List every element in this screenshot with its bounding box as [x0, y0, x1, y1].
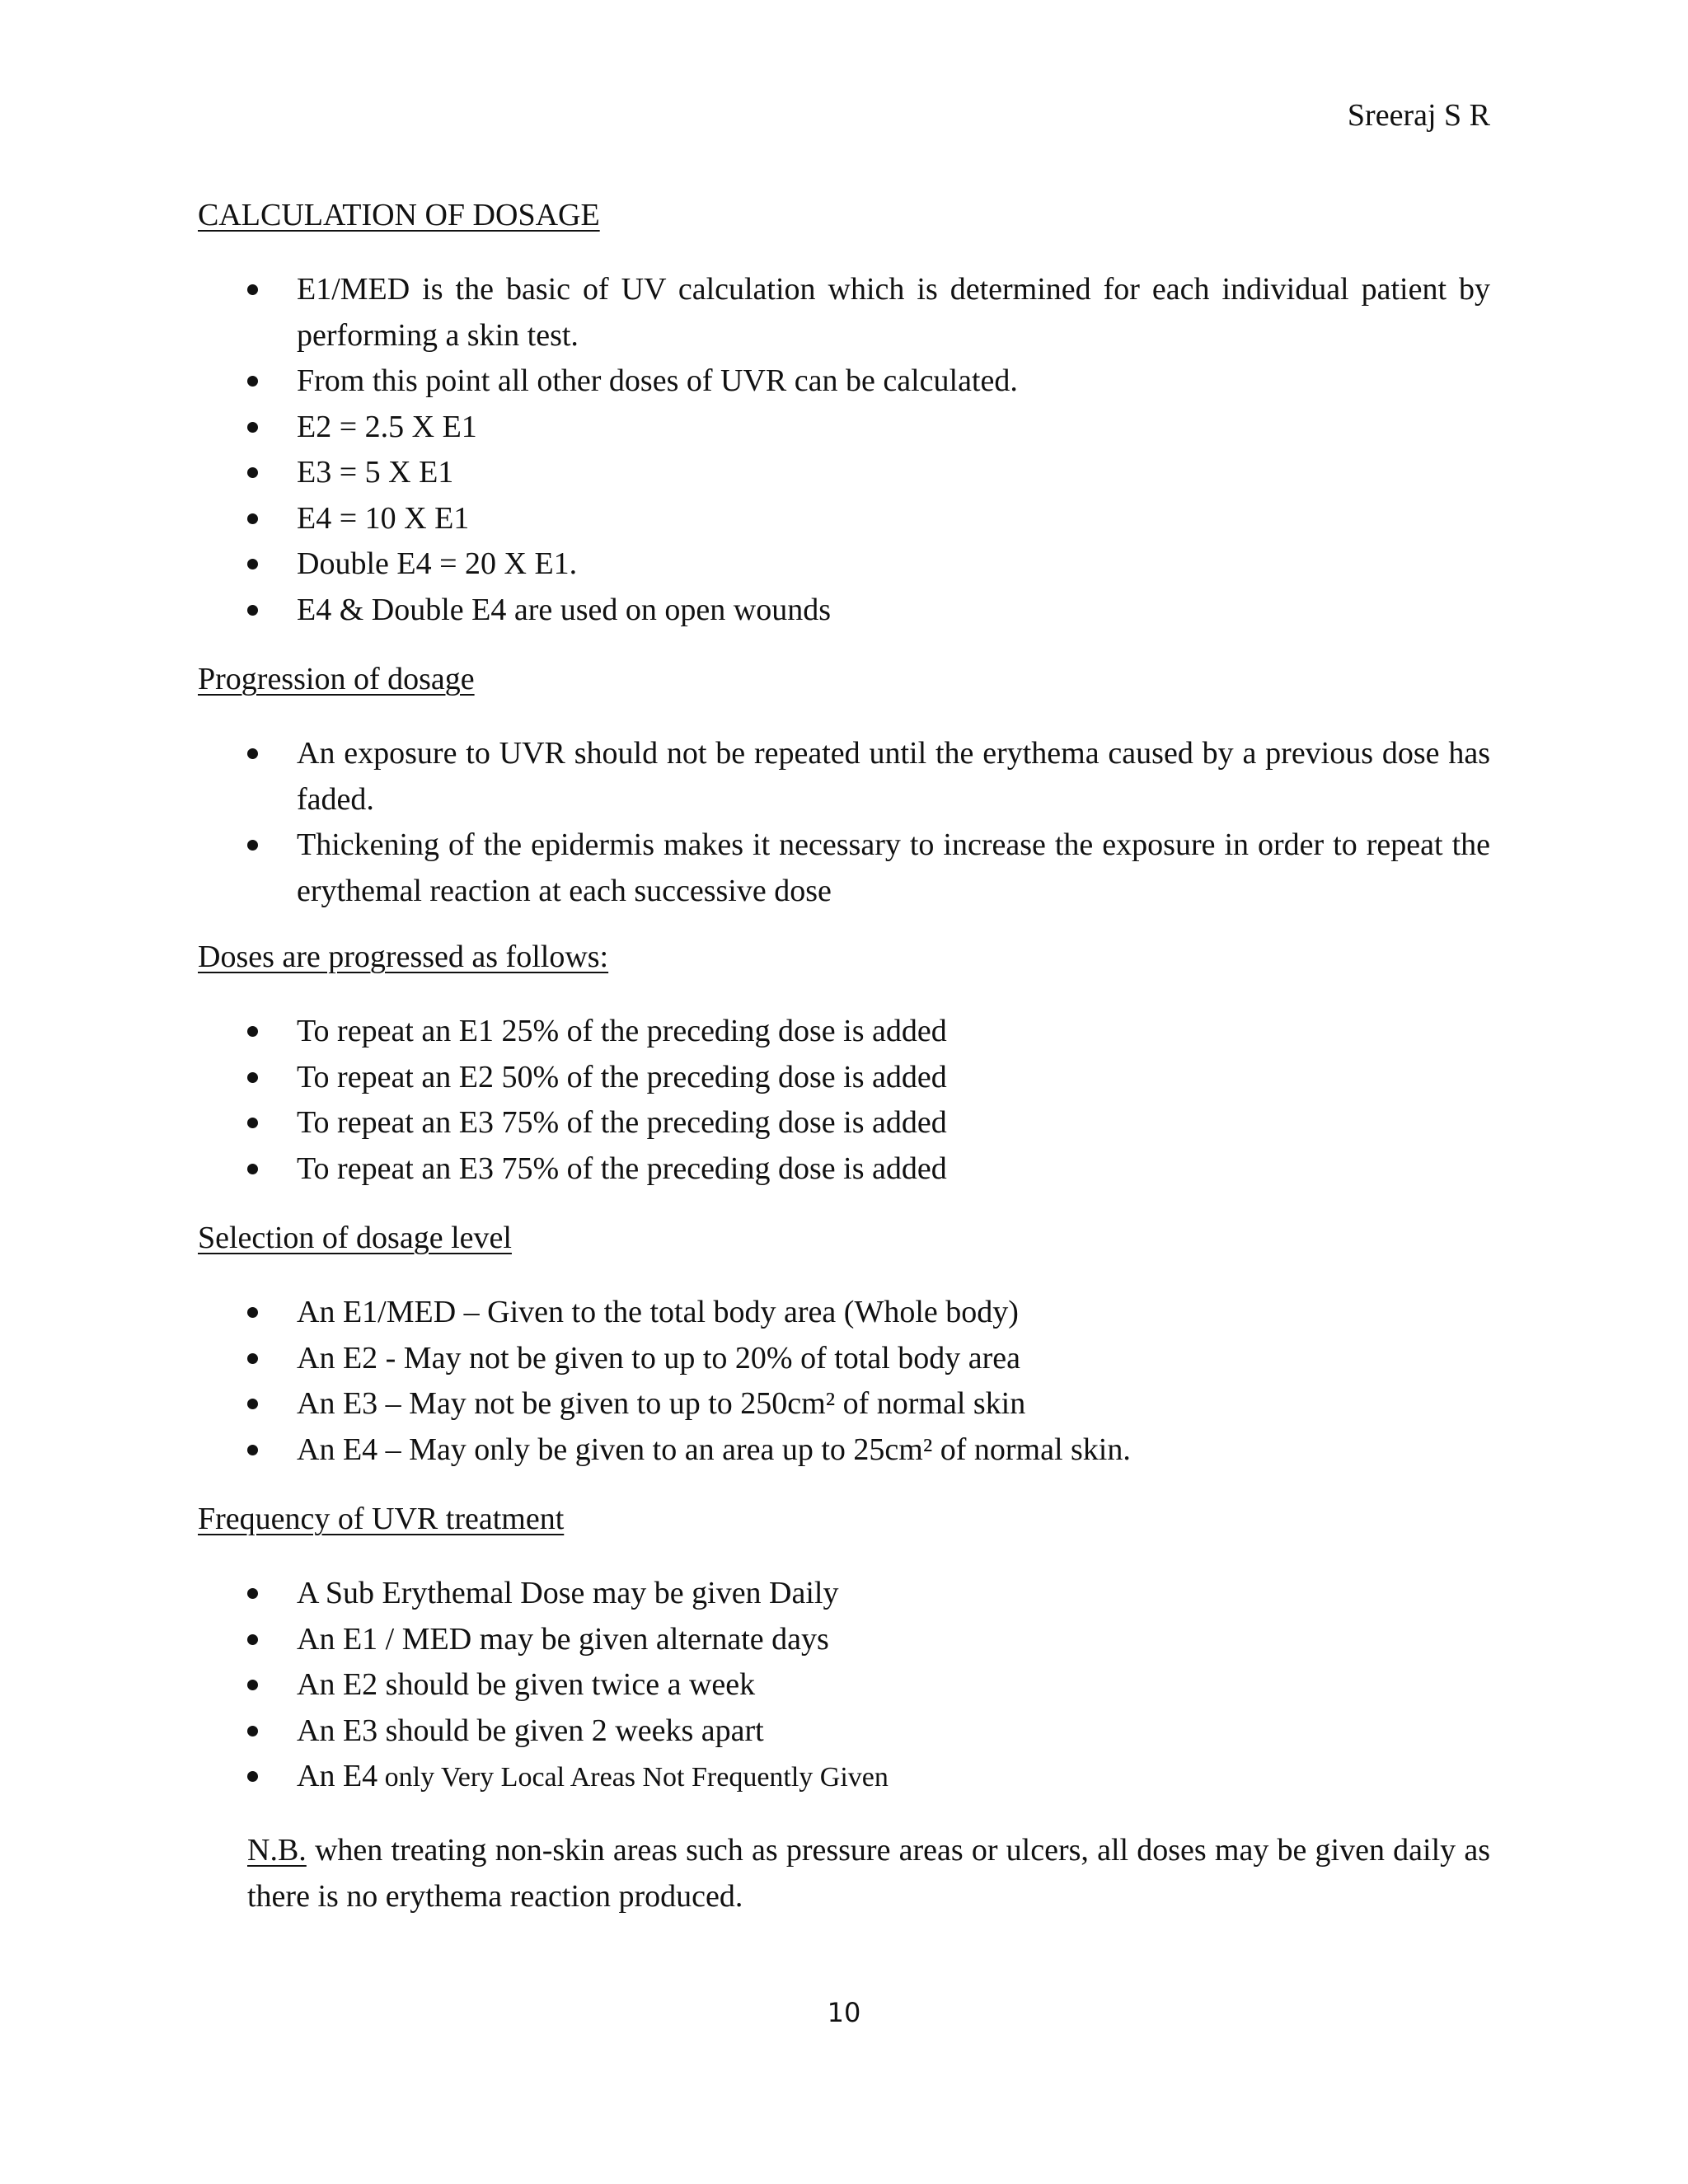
- list-item: To repeat an E1 25% of the preceding dose is added: [198, 1009, 1490, 1055]
- list-item: E3 = 5 X E1: [198, 450, 1490, 496]
- list-item: An E3 – May not be given to up to 250cm² of normal skin: [198, 1381, 1490, 1427]
- bullet-icon: [247, 467, 258, 478]
- author-name: Sreeraj S R: [1347, 98, 1490, 133]
- section-frequency: [198, 1500, 1490, 1801]
- bullet-icon: [247, 513, 258, 524]
- bullet-icon: [247, 1445, 258, 1455]
- bullet-list: [198, 731, 1490, 914]
- list-item: To repeat an E3 75% of the preceding dose is added: [198, 1100, 1490, 1146]
- list-item: An exposure to UVR should not be repeated until the erythema caused by a previous dose has faded.: [198, 731, 1490, 823]
- note-text: when treating non-skin areas such as pressure areas or ulcers, all doses may be given daily as there is no erythema reaction produced.: [247, 1833, 1490, 1914]
- section-heading: Doses are progressed as follows:: [198, 940, 609, 974]
- bullet-icon: [247, 840, 258, 851]
- bullet-icon: [247, 1634, 258, 1645]
- bullet-icon: [247, 1164, 258, 1174]
- section-progressed: [198, 938, 1490, 1192]
- list-item: E1/MED is the basic of UV calculation which is determined for each individual patient by performing a skin test.: [198, 267, 1490, 359]
- bullet-list: [198, 1290, 1490, 1473]
- list-item: Double E4 = 20 X E1.: [198, 541, 1490, 588]
- bullet-icon: [247, 422, 258, 433]
- list-item: To repeat an E2 50% of the preceding dose is added: [198, 1055, 1490, 1101]
- bullet-list: [198, 1009, 1490, 1192]
- bullet-icon: [247, 1072, 258, 1083]
- bullet-icon: [247, 748, 258, 759]
- section-heading: Frequency of UVR treatment: [198, 1502, 565, 1536]
- list-item: An E1 / MED may be given alternate days: [198, 1617, 1490, 1663]
- list-item: An E2 - May not be given to up to 20% of total body area: [198, 1336, 1490, 1382]
- section-heading: Selection of dosage level: [198, 1221, 512, 1255]
- note-label: N.B.: [247, 1833, 307, 1868]
- section-calculation: [198, 196, 1490, 633]
- bullet-list: [198, 267, 1490, 633]
- bullet-icon: [247, 376, 258, 387]
- bullet-icon: [247, 1307, 258, 1318]
- bullet-icon: [247, 1026, 258, 1037]
- list-item: From this point all other doses of UVR can be calculated.: [198, 359, 1490, 405]
- note-paragraph: [247, 1828, 1490, 1919]
- list-item: An E4 – May only be given to an area up to 25cm² of normal skin.: [198, 1427, 1490, 1474]
- bullet-icon: [247, 1353, 258, 1364]
- section-heading: Progression of dosage: [198, 662, 475, 696]
- bullet-icon: [247, 605, 258, 616]
- list-item: A Sub Erythemal Dose may be given Daily: [198, 1571, 1490, 1617]
- section-heading: CALCULATION OF DOSAGE: [198, 198, 600, 232]
- bullet-icon: [247, 1399, 258, 1409]
- list-item: An E4 only Very Local Areas Not Frequently Given: [198, 1754, 1490, 1801]
- bullet-icon: [247, 1726, 258, 1736]
- bullet-icon: [247, 559, 258, 569]
- page-number: 10: [827, 1997, 861, 2028]
- list-item: E2 = 2.5 X E1: [198, 405, 1490, 451]
- bullet-icon: [247, 1680, 258, 1690]
- bullet-icon: [247, 1588, 258, 1599]
- list-item: An E1/MED – Given to the total body area (Whole body): [198, 1290, 1490, 1336]
- list-item: An E2 should be given twice a week: [198, 1662, 1490, 1708]
- list-item: Thickening of the epidermis makes it necessary to increase the exposure in order to repeat the erythemal reaction at each successive dose: [198, 823, 1490, 914]
- section-progression: [198, 660, 1490, 914]
- bullet-icon: [247, 284, 258, 295]
- bullet-list: [198, 1571, 1490, 1801]
- bullet-icon: [247, 1118, 258, 1128]
- list-item: E4 & Double E4 are used on open wounds: [198, 588, 1490, 634]
- list-item: E4 = 10 X E1: [198, 496, 1490, 542]
- list-item: To repeat an E3 75% of the preceding dose is added: [198, 1146, 1490, 1193]
- bullet-icon: [247, 1771, 258, 1782]
- list-item: An E3 should be given 2 weeks apart: [198, 1708, 1490, 1755]
- section-selection: [198, 1219, 1490, 1473]
